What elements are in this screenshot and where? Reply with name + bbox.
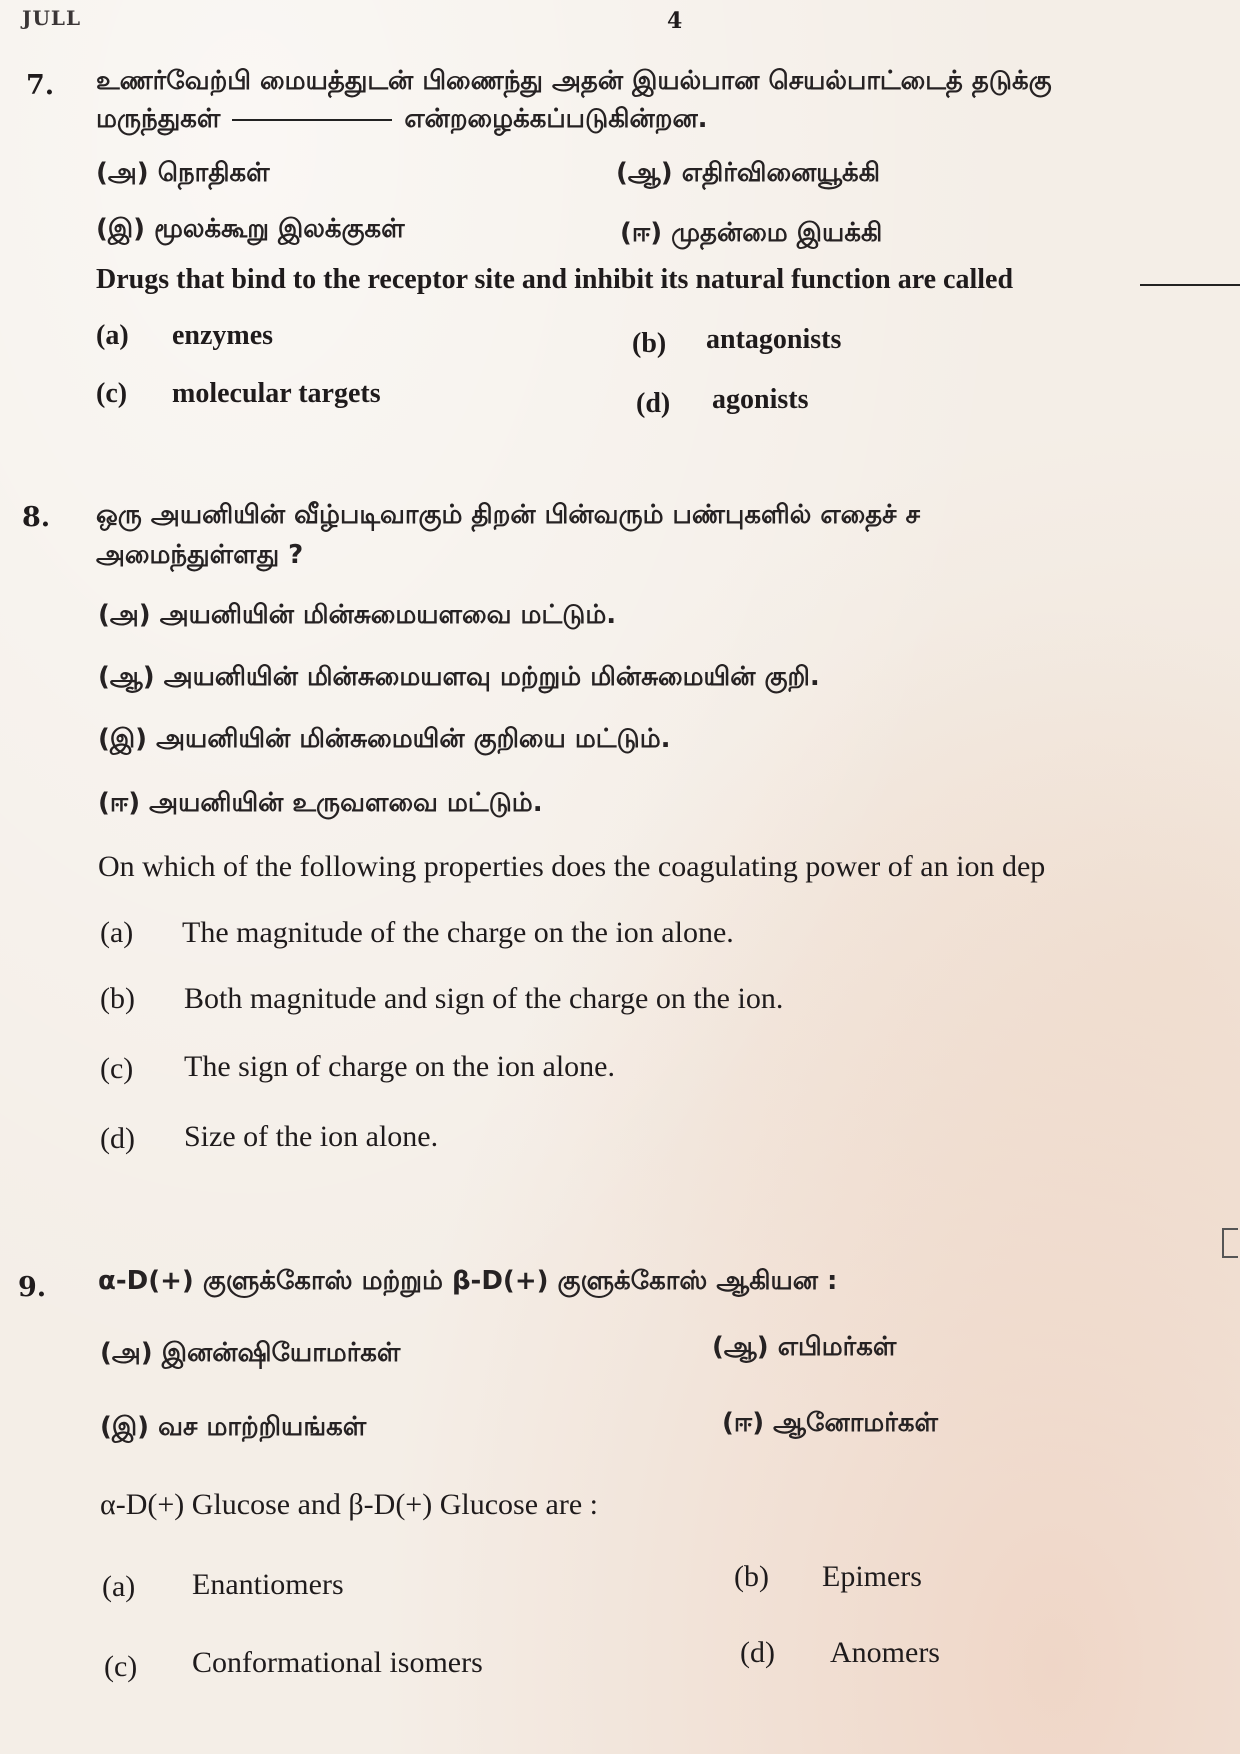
q9-tamil-line-1: α-D(+) குளுக்கோஸ் மற்றும் β-D(+) குளுக்கோஸ் ஆகியன : (98, 1266, 838, 1296)
q8-ta-option-a: (அ) அயனியின் மின்சுமையளவை மட்டும். (98, 600, 617, 630)
q7-en-option-d: agonists (712, 384, 809, 415)
q7-tamil-line-1: உணர்வேற்பி மையத்துடன் பிணைந்து அதன் இயல்பான செயல்பாட்டைத் தடுக்கு (96, 66, 1052, 96)
q7-tamil-line-2-post: என்றழைக்கப்படுகின்றன. (404, 104, 708, 134)
q9-en-option-a: Enantiomers (192, 1568, 344, 1601)
q8-ta-option-b: (ஆ) அயனியின் மின்சுமையளவு மற்றும் மின்சுமையின் குறி. (98, 662, 820, 692)
q7-en-option-b: antagonists (706, 324, 842, 355)
q7-blank (232, 119, 392, 121)
q9-en-option-c-letter: (c) (104, 1650, 138, 1683)
q9-ta-option-b: (ஆ) எபிமர்கள் (712, 1332, 897, 1362)
q9-ta-option-c: (இ) வச மாற்றியங்கள் (100, 1412, 367, 1442)
question-number-8: 8. (22, 502, 51, 533)
page-number: 4 (667, 8, 683, 34)
q8-en-option-c: The sign of charge on the ion alone. (184, 1050, 615, 1083)
q7-english-text: Drugs that bind to the receptor site and inhibit its natural function are called (96, 264, 1014, 295)
q9-en-option-c: Conformational isomers (192, 1646, 483, 1679)
q8-en-option-c-letter: (c) (100, 1052, 134, 1085)
q8-tamil-line-1: ஒரு அயனியின் வீழ்படிவாகும் திறன் பின்வரும் பண்புகளில் எதைச் ச (96, 500, 921, 530)
q7-ta-option-c: (இ) மூலக்கூறு இலக்குகள் (96, 214, 405, 244)
question-number-9: 9. (18, 1272, 47, 1303)
page-edge-mark (1222, 1228, 1238, 1258)
q7-ta-option-d: (ஈ) முதன்மை இயக்கி (620, 218, 883, 248)
q9-en-option-b: Epimers (822, 1560, 922, 1593)
q7-en-option-a-letter: (a) (96, 320, 129, 351)
q9-en-option-b-letter: (b) (734, 1560, 769, 1593)
q8-en-option-d: Size of the ion alone. (184, 1120, 439, 1153)
question-number-7: 7. (26, 70, 55, 101)
q8-en-option-b-letter: (b) (100, 982, 135, 1015)
q9-english-text: α-D(+) Glucose and β-D(+) Glucose are : (100, 1488, 598, 1521)
page-corner-text: JULL (22, 6, 82, 30)
q8-ta-option-d: (ஈ) அயனியின் உருவளவை மட்டும். (98, 788, 543, 818)
q9-ta-option-a: (அ) இனன்ஷியோமர்கள் (100, 1338, 401, 1368)
q7-en-option-c: molecular targets (172, 378, 381, 409)
q8-tamil-line-2: அமைந்துள்ளது ? (96, 540, 304, 570)
q7-en-option-d-letter: (d) (636, 388, 671, 419)
q7-tamil-line-2 (96, 104, 708, 137)
q8-en-option-a: The magnitude of the charge on the ion alone. (182, 916, 734, 949)
q7-ta-option-b: (ஆ) எதிர்வினையூக்கி (616, 158, 880, 188)
q7-en-option-a: enzymes (172, 320, 274, 351)
q8-en-option-d-letter: (d) (100, 1122, 135, 1155)
q7-english-blank (1140, 284, 1240, 286)
q7-en-option-c-letter: (c) (96, 378, 128, 409)
q7-tamil-line-2-pre: மருந்துகள் (96, 104, 221, 134)
q8-en-option-b: Both magnitude and sign of the charge on the ion. (184, 982, 784, 1015)
q9-en-option-d: Anomers (830, 1636, 940, 1669)
q8-en-option-a-letter: (a) (100, 916, 134, 949)
q7-ta-option-a: (அ) நொதிகள் (96, 158, 270, 188)
q7-en-option-b-letter: (b) (632, 328, 667, 359)
q9-ta-option-d: (ஈ) ஆனோமர்கள் (722, 1408, 938, 1438)
q8-ta-option-c: (இ) அயனியின் மின்சுமையின் குறியை மட்டும். (98, 724, 671, 754)
q8-english-text: On which of the following properties does the coagulating power of an ion dep (98, 850, 1046, 883)
q9-en-option-d-letter: (d) (740, 1636, 775, 1669)
q9-en-option-a-letter: (a) (102, 1570, 136, 1603)
